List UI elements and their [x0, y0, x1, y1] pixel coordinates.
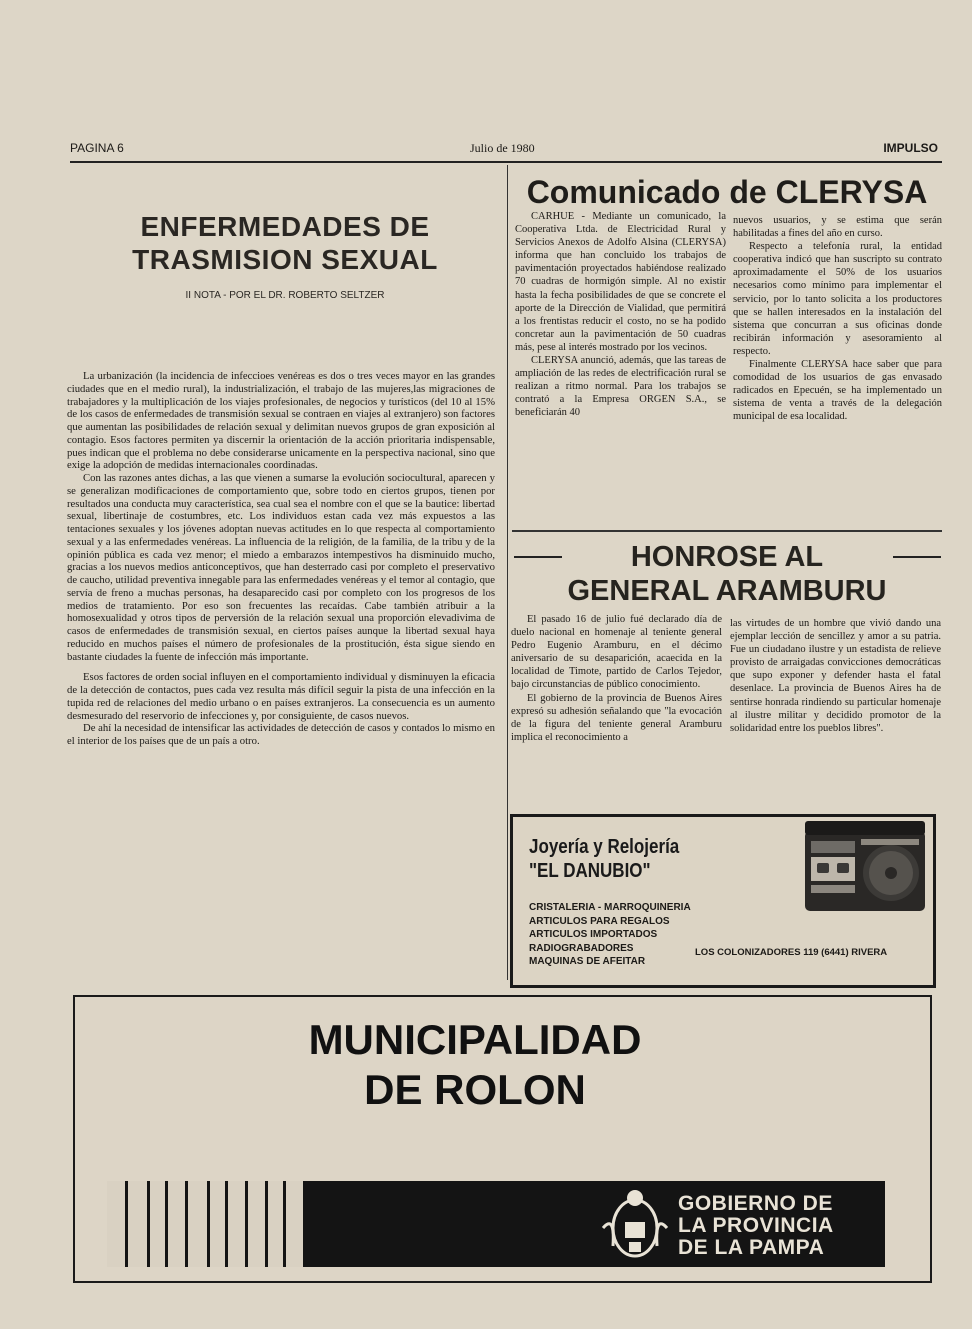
- province-emblem-icon: [595, 1184, 675, 1264]
- headline-line-1: ENFERMEDADES DE: [140, 211, 430, 242]
- issue-date: Julio de 1980: [470, 141, 535, 155]
- article-paragraph: Respecto a telefonía rural, la entidad cooperativa indicó que han suscripto su contrato aproximadamente el 50% de los usuarios necesarios como mínimo para implementar el servicio, por lo tanto solicita a los productores que se hallen interesados en la instalación del sistema que concurran a sus oficinas donde recibirán información y asesoramiento al respecto.: [733, 241, 942, 357]
- headline-line-2: TRASMISION SEXUAL: [132, 244, 438, 275]
- government-banner: [107, 1181, 885, 1267]
- government-line-1: GOBIERNO DE: [678, 1192, 833, 1215]
- municipality-name: [75, 1015, 875, 1115]
- article-paragraph: El gobierno de la provincia de Buenos Aires expresó su adhesión señalando que "la evocación de la figura del teniente general Aramburu implica el reconocimiento a: [511, 692, 722, 743]
- product-line: RADIOGRABADORES: [529, 942, 634, 954]
- aramburu-headline: [512, 540, 942, 608]
- headline-line-1: HONROSE AL: [630, 541, 824, 573]
- clerysa-headline: Comunicado de CLERYSA: [526, 174, 928, 210]
- article-paragraph: Finalmente CLERYSA hace saber que para comodidad de los usuarios de gas envasado radicados en Epecuén, se ha implementado un sistema de venta a través de la delegación municipal de esa localidad.: [733, 359, 942, 423]
- article-paragraph: CARHUE - Mediante un comunicado, la Cooperativa Ltda. de Electricidad Rural y Servicios Anexos de Adolfo Alsina (CLERYSA) informa que han concluido los trabajos de pavimentación proyectados habiéndose realizado 70 cuadras de hormigón simple. Al no existir hasta la fecha posibilidades de que se concrete el aporte de la Dirección de Vialidad, que permitirá a los frentistas reducir el costo, no se ha podido concretar aun la pavimentación de 50 cuadras más, pese al interés mostrado por los vecinos.: [515, 211, 726, 353]
- barcode-stripes: [107, 1181, 303, 1267]
- product-list: [529, 901, 691, 969]
- danubio-advertisement: [510, 814, 936, 988]
- article-body: [67, 370, 495, 960]
- aramburu-column-1: [511, 613, 722, 808]
- product-line: MAQUINAS DE AFEITAR: [529, 956, 646, 967]
- headline-line-2: GENERAL ARAMBURU: [567, 575, 887, 607]
- aramburu-column-2: [730, 617, 941, 797]
- government-line-3: DE LA PAMPA: [678, 1236, 825, 1259]
- article-paragraph: El pasado 16 de julio fué declarado día de duelo nacional en homenaje al teniente general Pedro Eugenio Aramburu, en el décimo aniversario de su desaparición, acaecida en la localidad de Timote, partido de Carlos Tejedor, bajo circunstancias de público conocimiento.: [511, 614, 722, 691]
- article-paragraph: nuevos usuarios, y se estima que serán habilitadas a fines del año en curso.: [733, 215, 942, 240]
- shop-address: LOS COLONIZADORES 119 (6441) RIVERA: [695, 947, 888, 958]
- article-paragraph: Esos factores de orden social influyen en el comportamiento individual y disminuyen la eficacia de la detección de contactos, pues cada vez resulta más difícil seguir la pista de una infección en la tupida red de relaciones del medio urbano o en países extranjeros. La consecuencia es un aumento desmesurado del reservorio de infecciones y, por consiguiente, de casos nuevos.: [67, 671, 495, 722]
- clerysa-column-1: [515, 210, 726, 525]
- shop-name-line-2: "EL DANUBIO": [529, 860, 651, 882]
- article-paragraph: CLERYSA anunció, además, que las tareas de ampliación de las redes de electrificación rural se realizan a ritmo normal. Para los trabajos se contrató a la Empresa ORGEN S.A., se beneficiarán 40: [515, 355, 726, 419]
- product-line: ARTICULOS PARA REGALOS: [529, 915, 670, 927]
- radio-cassette-icon: [801, 817, 929, 927]
- publication-name: IMPULSO: [883, 141, 938, 155]
- government-name: [678, 1193, 834, 1259]
- product-line: CRISTALERIA - MARROQUINERIA: [529, 902, 691, 913]
- article-byline: II NOTA - POR EL DR. ROBERTO SELTZER: [185, 290, 385, 301]
- section-rule: [512, 530, 942, 532]
- municipalidad-advertisement: [73, 995, 932, 1283]
- product-line: ARTICULOS IMPORTADOS: [529, 929, 658, 940]
- shop-name-line-1: Joyería y Relojería: [529, 836, 680, 858]
- column-divider: [507, 165, 508, 980]
- article-paragraph: La urbanización (la incidencia de infeccioes venéreas es dos o tres veces mayor en las grandes ciudades que en el medio rural), la industrialización, el trabajo de las mujeres,las migraciones de trabajadores y la multiplicación de los viajes profesionales, de negocios y turísticos (del 10 al 15% de los casos de enfermedades de transmisión sexual se contraen en viajes al extranjero) son factores que aumentan las posibilidades de relación sexual y delimitan nuevos grupos de gran exposición al contagio. Esos factores permiten ya discernir la orientación de la acción prioritaria indispensable, pues indican que el problema no debe considerarse unicamente en la perspectiva nacional, sino que exige la adopción de medidas internacionales coordinadas.: [67, 370, 495, 472]
- shop-name: [529, 835, 679, 883]
- article-headline: [70, 210, 500, 276]
- article-paragraph: Con las razones antes dichas, a las que vienen a sumarse la evolución sociocultural, aparecen y se generalizan modificaciones de comportamiento que, sobre todo en ciertos grupos, tienen por resultados una conducta muy característica, sea cual sea el nombre con el que se la bautice: libertad sexual, libertinaje de costumbres, etc. Los individuos estan cada vez más expuestos a las tentaciones sexuales y los jóvenes adoptan nuevas actitudes en lo que respecta al comportamiento sexual y a las enfermedades venéreas. La influencia de la religión, de la familia, de la tribu y de la opinión pública es cada vez menor; el miedo a embarazos intempestivos ha disminuido mucho, gracias a los nuevos medios anticonceptivos, que han desterrado casi por completo el preservativo de caucho, utilidad preventiva innegable para las enfermedades venéreas y el temor al contagio, que servía de freno a muchas personas, ha desaparecido casi por completo con los progresos de los medios de tratamiento. Por eso son frecuentes las recaídas. Cabe también atribuir a la homosexualidad y otros tipos de perversión de la relación sexual una proporción elevadivima de casos de enfermedades de transmisión sexual, en ciertos países aunque la libertad sexual haya reducido en muchos países el número de profesionales de la prostitución, ésta sigue siendo en bastante ciudades la fuente de infección más importante.: [67, 472, 495, 663]
- page-header: [70, 141, 942, 163]
- article-paragraph: De ahí la necesidad de intensificar las actividades de detección de casos y contados lo mismo en el interior de los países que de un país a otro.: [67, 722, 495, 747]
- clerysa-column-2: [733, 214, 942, 525]
- article-paragraph: las virtudes de un hombre que vivió dando una ejemplar lección de sencillez y amor a su patria. Fue un ciudadano ilustre y un estadista de relieve provisto de arraigadas convicciones democráticas que supo exponer y defender hasta el fatal desenlace. La provincia de Buenos Aires ha de sentirse honrada rindiendo su particular homenaje al ilustre militar y decidido promotor de la solidaridad entre los pueblos libres".: [730, 618, 941, 734]
- municipality-line-2: DE ROLON: [364, 1066, 586, 1113]
- municipality-line-1: MUNICIPALIDAD: [308, 1016, 642, 1063]
- government-line-2: LA PROVINCIA: [678, 1214, 834, 1237]
- page-number: PAGINA 6: [70, 141, 124, 155]
